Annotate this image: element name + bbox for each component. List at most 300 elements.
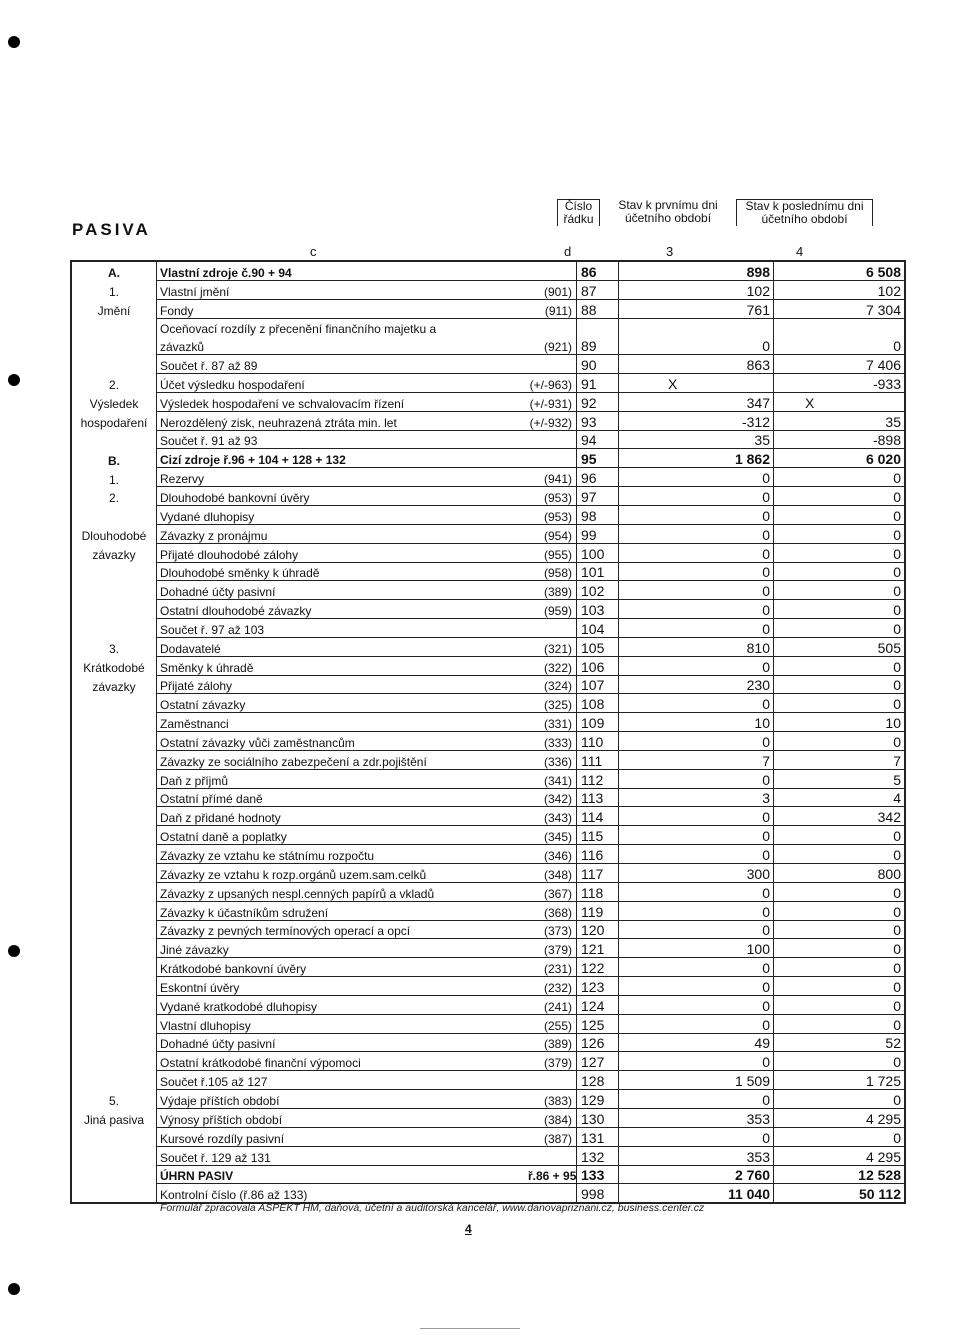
section-label <box>71 845 157 864</box>
line-number <box>577 355 619 374</box>
account-code <box>525 468 577 487</box>
table-row <box>71 1052 905 1071</box>
value-first-day-text: 0 <box>762 658 770 675</box>
item-name-text: Závazky z upsaných nespl.cenných papírů a vkladů <box>160 886 435 901</box>
value-first-day <box>619 864 774 883</box>
section-label <box>71 487 157 506</box>
value-first-day-text: 0 <box>762 884 770 901</box>
item-name-text: Přijaté zálohy <box>160 679 233 694</box>
item-name-text: Ostatní krátkodobé finanční výpomoci <box>160 1056 361 1071</box>
account-code <box>525 1014 577 1033</box>
value-last-day <box>774 562 906 581</box>
margin-dot <box>8 1283 20 1295</box>
item-name <box>157 261 526 280</box>
item-name <box>157 1146 526 1165</box>
table-row <box>71 581 905 600</box>
value-first-day-text: 102 <box>746 282 770 299</box>
account-code-text: (955) <box>543 547 572 562</box>
section-label <box>71 430 157 449</box>
item-name <box>157 1108 526 1127</box>
item-name <box>157 750 526 769</box>
line-number <box>577 449 619 468</box>
value-first-day-text: 49 <box>754 1035 770 1052</box>
item-name <box>157 807 526 826</box>
item-name <box>157 864 526 883</box>
value-first-day-text: 353 <box>746 1148 770 1165</box>
account-code-text: (331) <box>543 717 572 732</box>
account-code <box>525 411 577 430</box>
table-row <box>71 958 905 977</box>
account-code <box>525 637 577 656</box>
line-number-text: 126 <box>581 1035 605 1052</box>
line-number <box>577 882 619 901</box>
section-label <box>71 1052 157 1071</box>
value-last-day-text: 0 <box>893 583 901 600</box>
item-name-text: Vydané kratkodobé dluhopisy <box>160 999 317 1014</box>
item-name-text: Krátkodobé bankovní úvěry <box>160 962 307 977</box>
section-label <box>71 656 157 675</box>
section-label <box>71 543 157 562</box>
value-last-day-text: 0 <box>893 545 901 562</box>
item-name-text: závazků <box>160 340 205 355</box>
item-name <box>157 581 526 600</box>
account-code <box>525 524 577 543</box>
line-number-text: 99 <box>581 526 597 543</box>
table-row <box>71 392 905 411</box>
account-code <box>525 995 577 1014</box>
value-last-day-text: 0 <box>893 978 901 995</box>
table-row <box>71 336 905 354</box>
value-first-day-text: 1 509 <box>734 1073 770 1090</box>
item-name-text: Směnky k úhradě <box>160 660 254 675</box>
section-label <box>71 392 157 411</box>
account-code <box>525 1165 577 1184</box>
section-label <box>71 995 157 1014</box>
line-number-text: 106 <box>581 658 605 675</box>
value-first-day-text: 100 <box>746 941 770 958</box>
section-label-text: 1. <box>108 472 119 487</box>
value-first-day <box>619 1146 774 1165</box>
item-name <box>157 1184 526 1203</box>
table-row <box>71 807 905 826</box>
value-first-day-text: 863 <box>746 357 770 374</box>
value-last-day <box>774 392 906 411</box>
line-number <box>577 1071 619 1090</box>
value-last-day <box>774 864 906 883</box>
account-code <box>525 920 577 939</box>
account-code <box>525 487 577 506</box>
line-number <box>577 299 619 318</box>
account-code <box>525 826 577 845</box>
section-label <box>71 769 157 788</box>
account-code <box>525 449 577 468</box>
value-last-day-text: 0 <box>893 658 901 675</box>
item-name-text: Ostatní přímé daně <box>160 792 263 807</box>
table-row <box>71 524 905 543</box>
column-letter-d: d <box>564 244 572 259</box>
section-label-text: Jmění <box>97 304 131 319</box>
item-name-text: Zaměstnanci <box>160 717 229 732</box>
line-number-text: 123 <box>581 978 605 995</box>
item-name-text: Cizí zdroje ř.96 + 104 + 128 + 132 <box>160 453 346 468</box>
table-row <box>71 826 905 845</box>
account-code <box>525 732 577 751</box>
item-name <box>157 374 526 393</box>
item-name <box>157 336 526 354</box>
section-label <box>71 958 157 977</box>
item-name <box>157 505 526 524</box>
item-name-text: Daň z přidané hodnoty <box>160 811 281 826</box>
section-label <box>71 468 157 487</box>
value-last-day <box>774 1108 906 1127</box>
account-code <box>525 1184 577 1203</box>
value-first-day-text: 347 <box>746 394 770 411</box>
line-number-text: 89 <box>581 338 597 355</box>
table-row <box>71 261 905 280</box>
item-name <box>157 318 526 336</box>
value-first-day <box>619 1052 774 1071</box>
item-name-text: Dlouhodobé směnky k úhradě <box>160 566 320 581</box>
section-label <box>71 1090 157 1109</box>
account-code <box>525 958 577 977</box>
line-number-text: 101 <box>581 564 605 581</box>
account-code <box>525 280 577 299</box>
value-first-day <box>619 732 774 751</box>
value-first-day-text: 0 <box>762 960 770 977</box>
value-last-day-text: 102 <box>877 282 901 299</box>
value-first-day <box>619 901 774 920</box>
item-name <box>157 619 526 638</box>
value-first-day <box>619 920 774 939</box>
value-last-day-text: 50 112 <box>858 1186 901 1203</box>
value-last-day <box>774 769 906 788</box>
table-row <box>71 619 905 638</box>
page-number: 4 <box>465 1222 472 1236</box>
account-code <box>525 392 577 411</box>
column-letters <box>70 243 868 260</box>
value-last-day <box>774 826 906 845</box>
value-first-day <box>619 769 774 788</box>
item-name-text: Vydané dluhopisy <box>160 509 255 524</box>
line-number <box>577 995 619 1014</box>
section-label <box>71 1033 157 1052</box>
value-last-day <box>774 280 906 299</box>
account-code <box>525 1071 577 1090</box>
section-label <box>71 600 157 619</box>
table-row <box>71 562 905 581</box>
value-last-day <box>774 374 906 393</box>
section-label <box>71 826 157 845</box>
section-label <box>71 807 157 826</box>
value-first-day <box>619 656 774 675</box>
section-label-text: Jiná pasiva <box>83 1113 145 1128</box>
line-number-text: 121 <box>581 941 605 958</box>
value-last-day <box>774 732 906 751</box>
value-first-day-text: 0 <box>762 978 770 995</box>
account-code-text: (379) <box>543 1056 572 1071</box>
line-number <box>577 392 619 411</box>
value-last-day-text: 0 <box>893 941 901 958</box>
account-code-text: (345) <box>543 830 572 845</box>
table-row <box>71 280 905 299</box>
value-last-day <box>774 1090 906 1109</box>
value-last-day-text: 0 <box>893 488 901 505</box>
table-row <box>71 1146 905 1165</box>
value-first-day-text: 0 <box>762 602 770 619</box>
line-number-text: 90 <box>581 357 597 374</box>
value-last-day-text: 35 <box>885 413 901 430</box>
item-name <box>157 1033 526 1052</box>
value-first-day <box>619 1033 774 1052</box>
section-label-text: 5. <box>108 1094 119 1109</box>
value-first-day <box>619 1127 774 1146</box>
item-name <box>157 1127 526 1146</box>
value-last-day <box>774 411 906 430</box>
item-name-text: Vlastní dluhopisy <box>160 1018 251 1033</box>
item-name-text: Součet ř. 97 až 103 <box>160 622 265 637</box>
line-number <box>577 619 619 638</box>
table-row <box>71 468 905 487</box>
account-code <box>525 374 577 393</box>
value-last-day <box>774 958 906 977</box>
line-number-text: 122 <box>581 960 605 977</box>
liabilities-table <box>70 260 906 1204</box>
line-number <box>577 543 619 562</box>
account-code-text: (379) <box>543 943 572 958</box>
item-name <box>157 920 526 939</box>
table-row <box>71 732 905 751</box>
table-row <box>71 355 905 374</box>
account-code-text: (953) <box>543 490 572 505</box>
section-label <box>71 524 157 543</box>
account-code-text: (322) <box>543 660 572 675</box>
line-number <box>577 336 619 354</box>
item-name <box>157 355 526 374</box>
account-code <box>525 600 577 619</box>
item-name-text: Dlouhodobé bankovní úvěry <box>160 490 310 505</box>
value-first-day-text: 761 <box>746 301 770 318</box>
account-code <box>525 562 577 581</box>
value-first-day-text: 0 <box>762 903 770 920</box>
value-first-day <box>619 637 774 656</box>
account-code-text: (+/-963) <box>529 377 572 392</box>
value-last-day <box>774 750 906 769</box>
line-number-text: 109 <box>581 715 605 732</box>
account-code <box>525 656 577 675</box>
section-label <box>71 675 157 694</box>
account-code-text: (959) <box>543 604 572 619</box>
value-last-day <box>774 468 906 487</box>
item-name-text: Výnosy příštích období <box>160 1112 283 1127</box>
value-first-day-text: 0 <box>762 545 770 562</box>
value-first-day <box>619 1014 774 1033</box>
line-number <box>577 430 619 449</box>
value-last-day-text: 5 <box>893 771 901 788</box>
table-row <box>71 882 905 901</box>
section-label <box>71 1146 157 1165</box>
item-name-text: Dodavatelé <box>160 641 221 656</box>
item-name-text: ÚHRN PASIV <box>160 1169 234 1184</box>
account-code <box>525 581 577 600</box>
item-name <box>157 882 526 901</box>
value-last-day <box>774 901 906 920</box>
section-label <box>71 299 157 318</box>
item-name-text: Vlastní zdroje č.90 + 94 <box>160 265 292 280</box>
line-number-text: 93 <box>581 413 597 430</box>
value-first-day-text: 0 <box>762 771 770 788</box>
line-number <box>577 280 619 299</box>
line-number <box>577 1165 619 1184</box>
value-last-day <box>774 1165 906 1184</box>
account-code <box>525 1090 577 1109</box>
account-code-text: (333) <box>543 735 572 750</box>
value-last-day-text: 4 295 <box>865 1110 901 1127</box>
value-first-day-text: 898 <box>746 263 770 280</box>
line-number <box>577 261 619 280</box>
table-row <box>71 637 905 656</box>
table-row <box>71 750 905 769</box>
column-letter-3: 3 <box>666 244 674 259</box>
header-first-day: Stav k prvnímu dni účetního období <box>618 198 718 225</box>
account-code <box>525 543 577 562</box>
line-number-text: 112 <box>581 771 604 788</box>
value-last-day-text: -898 <box>872 432 901 449</box>
value-last-day <box>774 656 906 675</box>
value-first-day <box>619 468 774 487</box>
item-name <box>157 826 526 845</box>
account-code-text: (231) <box>543 962 572 977</box>
section-label-text: 2. <box>108 491 119 506</box>
value-last-day <box>774 1071 906 1090</box>
value-last-day-text: 7 406 <box>865 357 901 374</box>
account-code <box>525 619 577 638</box>
value-first-day <box>619 524 774 543</box>
item-name <box>157 487 526 506</box>
value-last-day <box>774 299 906 318</box>
section-label <box>71 694 157 713</box>
line-number-text: 125 <box>581 1016 605 1033</box>
section-label-text: 3. <box>108 642 119 657</box>
section-label-text: B. <box>108 453 120 468</box>
line-number <box>577 920 619 939</box>
item-name-text: Závazky ze vztahu k rozp.orgánů uzem.sam.celků <box>160 867 427 882</box>
item-name <box>157 977 526 996</box>
line-number-text: 111 <box>581 752 603 769</box>
value-last-day <box>774 713 906 732</box>
account-code <box>525 430 577 449</box>
account-code-text: (336) <box>543 754 572 769</box>
value-last-day-text: 0 <box>893 338 901 355</box>
account-code-text: (255) <box>543 1018 572 1033</box>
item-name-text: Jiné závazky <box>160 943 229 958</box>
value-last-day-text: 800 <box>877 865 901 882</box>
value-first-day-text: 0 <box>762 620 770 637</box>
section-label <box>71 1127 157 1146</box>
section-label-text: A. <box>108 266 120 281</box>
line-number <box>577 769 619 788</box>
table-row <box>71 675 905 694</box>
section-label <box>71 374 157 393</box>
value-first-day-text: 0 <box>762 507 770 524</box>
value-last-day <box>774 845 906 864</box>
table-row <box>71 1014 905 1033</box>
account-code-text: (954) <box>543 528 572 543</box>
section-label <box>71 882 157 901</box>
line-number-text: 98 <box>581 507 597 524</box>
value-first-day <box>619 543 774 562</box>
value-last-day-text: 6 020 <box>865 451 901 468</box>
value-last-day-text: -933 <box>872 375 901 392</box>
value-last-day <box>774 995 906 1014</box>
value-first-day-text: -312 <box>741 413 770 430</box>
value-last-day-text: 0 <box>893 620 901 637</box>
account-code <box>525 1108 577 1127</box>
item-name <box>157 901 526 920</box>
table-row <box>71 1071 905 1090</box>
value-first-day <box>619 562 774 581</box>
item-name-text: Kontrolní číslo (ř.86 až 133) <box>160 1188 308 1203</box>
line-number <box>577 1033 619 1052</box>
value-last-day <box>774 600 906 619</box>
account-code-text: (342) <box>543 792 572 807</box>
section-label-text: závazky <box>92 548 136 562</box>
table-row <box>71 600 905 619</box>
item-name <box>157 1090 526 1109</box>
value-first-day <box>619 374 774 393</box>
section-label <box>71 280 157 299</box>
line-number <box>577 1014 619 1033</box>
account-code-text: (+/-931) <box>529 396 572 411</box>
value-last-day <box>774 524 906 543</box>
value-first-day-text: 0 <box>762 696 770 713</box>
value-first-day <box>619 487 774 506</box>
item-name-text: Součet ř.105 až 127 <box>160 1075 268 1090</box>
table-row <box>71 788 905 807</box>
value-last-day-text: 0 <box>893 564 901 581</box>
item-name-text: Vlastní jmění <box>160 284 230 299</box>
line-number <box>577 562 619 581</box>
account-code-text: (941) <box>543 472 572 487</box>
table-row <box>71 430 905 449</box>
value-first-day-text: 3 <box>762 790 770 807</box>
table-row <box>71 901 905 920</box>
item-name-text: Výsledek hospodaření ve schvalovacím řízení <box>160 396 405 411</box>
value-first-day <box>619 581 774 600</box>
value-first-day-text: 0 <box>762 809 770 826</box>
item-name-text: Výdaje příštích období <box>160 1093 280 1108</box>
value-last-day <box>774 1146 906 1165</box>
section-label <box>71 1108 157 1127</box>
section-label-text: hospodaření <box>80 416 148 431</box>
margin-dot <box>8 374 20 386</box>
account-code <box>525 299 577 318</box>
line-number-text: 118 <box>581 884 604 901</box>
account-code <box>525 675 577 694</box>
value-last-day-text: 0 <box>893 526 901 543</box>
value-last-day-text: 52 <box>885 1035 901 1052</box>
item-name <box>157 656 526 675</box>
line-number-text: 132 <box>581 1148 605 1165</box>
value-first-day <box>619 1165 774 1184</box>
section-label <box>71 901 157 920</box>
value-last-day <box>774 939 906 958</box>
account-code <box>525 713 577 732</box>
value-last-day-text: 0 <box>893 696 901 713</box>
value-last-day <box>774 977 906 996</box>
table-row <box>71 1033 905 1052</box>
item-name-text: Součet ř. 91 až 93 <box>160 434 258 449</box>
line-number-text: 107 <box>581 677 605 694</box>
